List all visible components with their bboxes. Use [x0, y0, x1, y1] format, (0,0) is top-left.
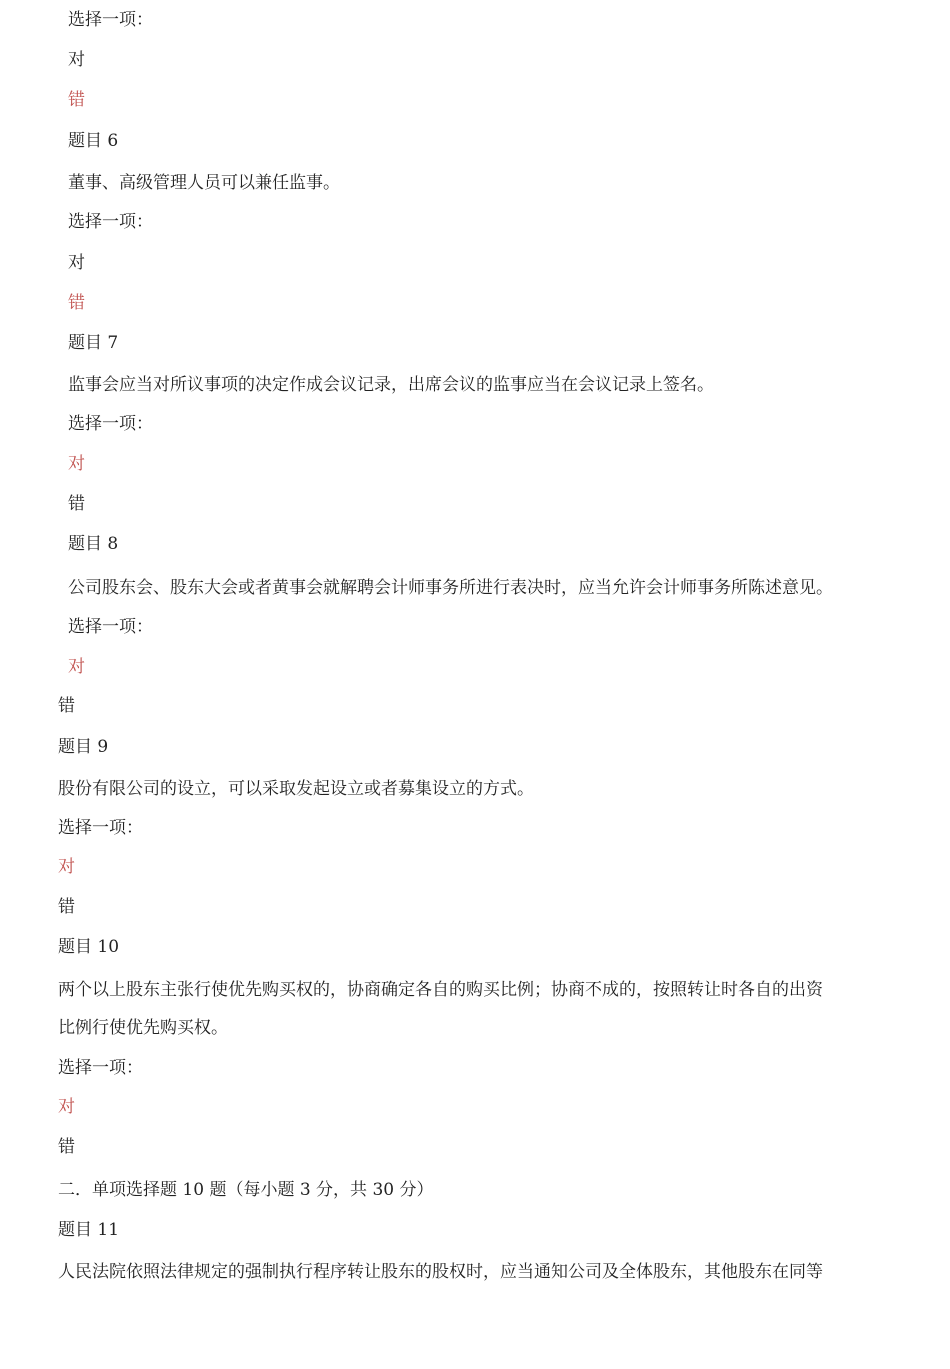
- q9-option-true-selected[interactable]: 对: [58, 857, 75, 877]
- q11-label: 题目 11: [58, 1220, 120, 1240]
- q6-label: 题目 6: [68, 131, 119, 151]
- q7-option-false[interactable]: 错: [68, 494, 85, 514]
- q8-option-true-selected[interactable]: 对: [68, 657, 85, 677]
- q5-option-true[interactable]: 对: [68, 50, 85, 70]
- q8-option-false[interactable]: 错: [58, 696, 75, 716]
- q8-text: 公司股东会、股东大会或者黄事会就解聘会计师事务所进行表决时，应当允许会计师事务所陈述意见。: [68, 578, 833, 598]
- q7-option-true-selected[interactable]: 对: [68, 454, 85, 474]
- q9-text: 股份有限公司的设立，可以采取发起设立或者募集设立的方式。: [58, 779, 534, 799]
- q11-text-line1: 人民法院依照法律规定的强制执行程序转让股东的股权时，应当通知公司及全体股东，其他股东在同等: [58, 1262, 823, 1282]
- q5-option-false-selected[interactable]: 错: [68, 90, 85, 110]
- q7-text: 监事会应当对所议事项的决定作成会议记录，出席会议的监事应当在会议记录上签名。: [68, 375, 714, 395]
- q9-label: 题目 9: [58, 737, 109, 757]
- q6-text: 董事、高级管理人员可以兼任监事。: [68, 173, 340, 193]
- q9-option-false[interactable]: 错: [58, 897, 75, 917]
- q10-option-false[interactable]: 错: [58, 1137, 75, 1157]
- q10-option-true-selected[interactable]: 对: [58, 1097, 75, 1117]
- q6-option-false-selected[interactable]: 错: [68, 293, 85, 313]
- q10-label: 题目 10: [58, 937, 120, 957]
- q7-prompt: 选择一项：: [68, 414, 153, 434]
- q6-option-true[interactable]: 对: [68, 253, 85, 273]
- q8-label: 题目 8: [68, 534, 119, 554]
- q10-text-line2: 比例行使优先购买权。: [58, 1018, 228, 1038]
- q9-prompt: 选择一项：: [58, 818, 143, 838]
- q7-label: 题目 7: [68, 333, 119, 353]
- q8-prompt: 选择一项：: [68, 617, 153, 637]
- section2-heading: 二．单项选择题 10 题（每小题 3 分，共 30 分）: [58, 1180, 434, 1200]
- q10-text-line1: 两个以上股东主张行使优先购买权的，协商确定各自的购买比例；协商不成的，按照转让时各自的出资: [58, 980, 823, 1000]
- q5-prompt: 选择一项：: [68, 10, 153, 30]
- q6-prompt: 选择一项：: [68, 212, 153, 232]
- q10-prompt: 选择一项：: [58, 1058, 143, 1078]
